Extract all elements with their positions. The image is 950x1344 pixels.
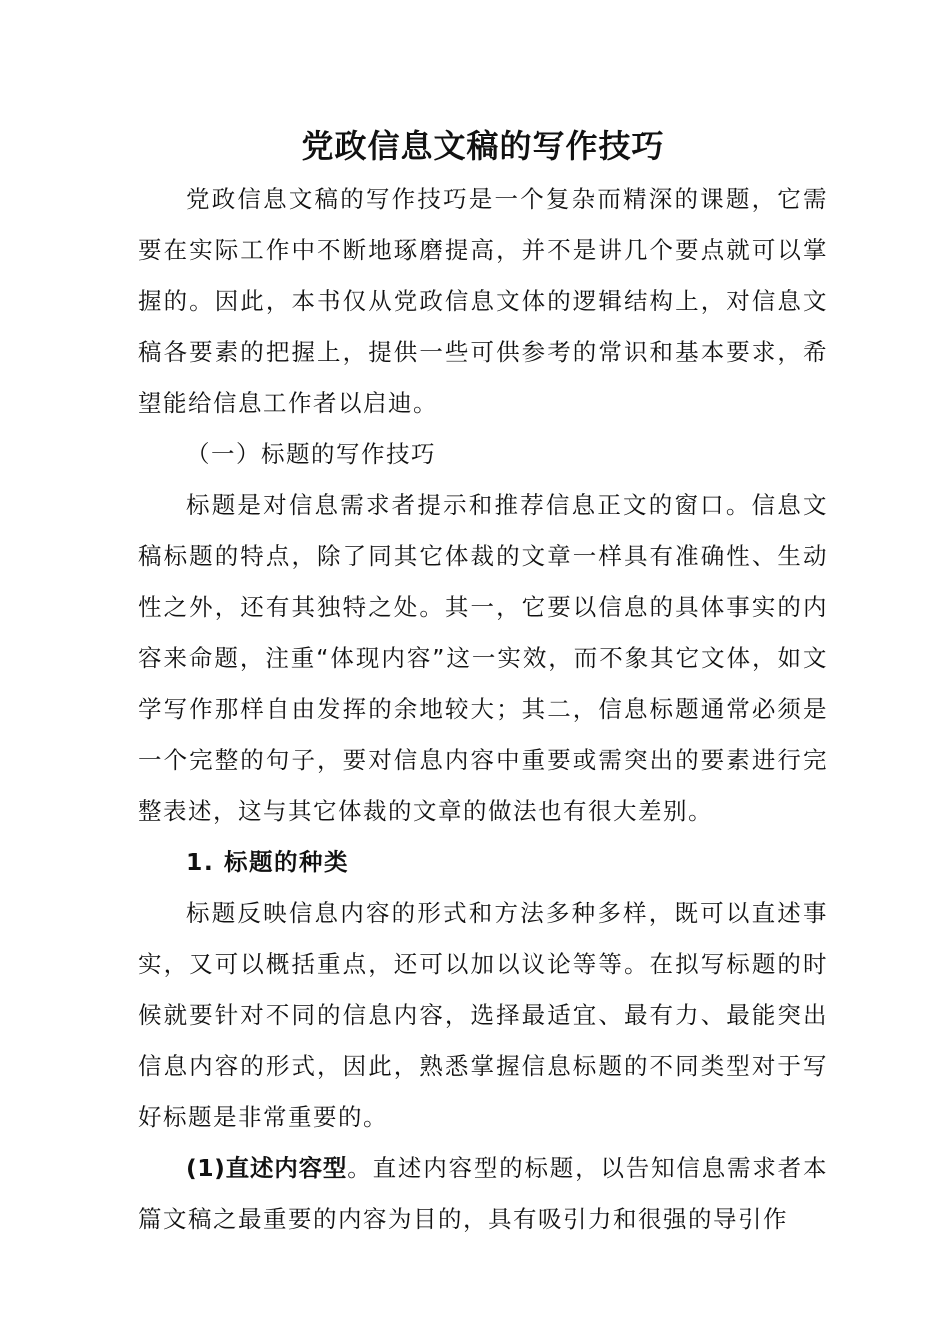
subsection-heading-title-types: 1. 标题的种类 [186, 848, 349, 876]
item-paragraph-direct-content [138, 1143, 828, 1245]
section-heading-title-skills: （一）标题的写作技巧 [186, 440, 436, 468]
section-paragraph-title-skills: 标题是对信息需求者提示和推荐信息正文的窗口。信息文稿标题的特点，除了同其它体裁的文章一样具有准确性、生动性之外，还有其独特之处。其一，它要以信息的具体事实的内容来命题，注重“体现内容”这一实效，而不象其它文体，如文学写作那样自由发挥的余地较大；其二，信息标题通常必须是一个完整的句子，要对信息内容中重要或需突出的要素进行完整表述，这与其它体裁的文章的做法也有很大差别。 [138, 491, 828, 825]
document-title: 党政信息文稿的写作技巧 [301, 127, 665, 165]
document-page [138, 118, 828, 1245]
intro-paragraph: 党政信息文稿的写作技巧是一个复杂而精深的课题，它需要在实际工作中不断地琢磨提高，并不是讲几个要点就可以掌握的。因此，本书仅从党政信息文体的逻辑结构上，对信息文稿各要素的把握上，提供一些可供参考的常识和基本要求，希望能给信息工作者以启迪。 [138, 185, 828, 417]
item-text-direct-content: 。直述内容型的标题，以告知信息需求者本篇文稿之最重要的内容为目的，具有吸引力和很强的导引作 [138, 1154, 828, 1233]
subsection-paragraph-title-types: 标题反映信息内容的形式和方法多种多样，既可以直述事实，又可以概括重点，还可以加以议论等等。在拟写标题的时候就要针对不同的信息内容，选择最适宜、最有力、最能突出信息内容的形式，因此，熟悉掌握信息标题的不同类型对于写好标题是非常重要的。 [138, 899, 828, 1131]
item-lead-direct-content: (1)直述内容型 [186, 1154, 348, 1182]
